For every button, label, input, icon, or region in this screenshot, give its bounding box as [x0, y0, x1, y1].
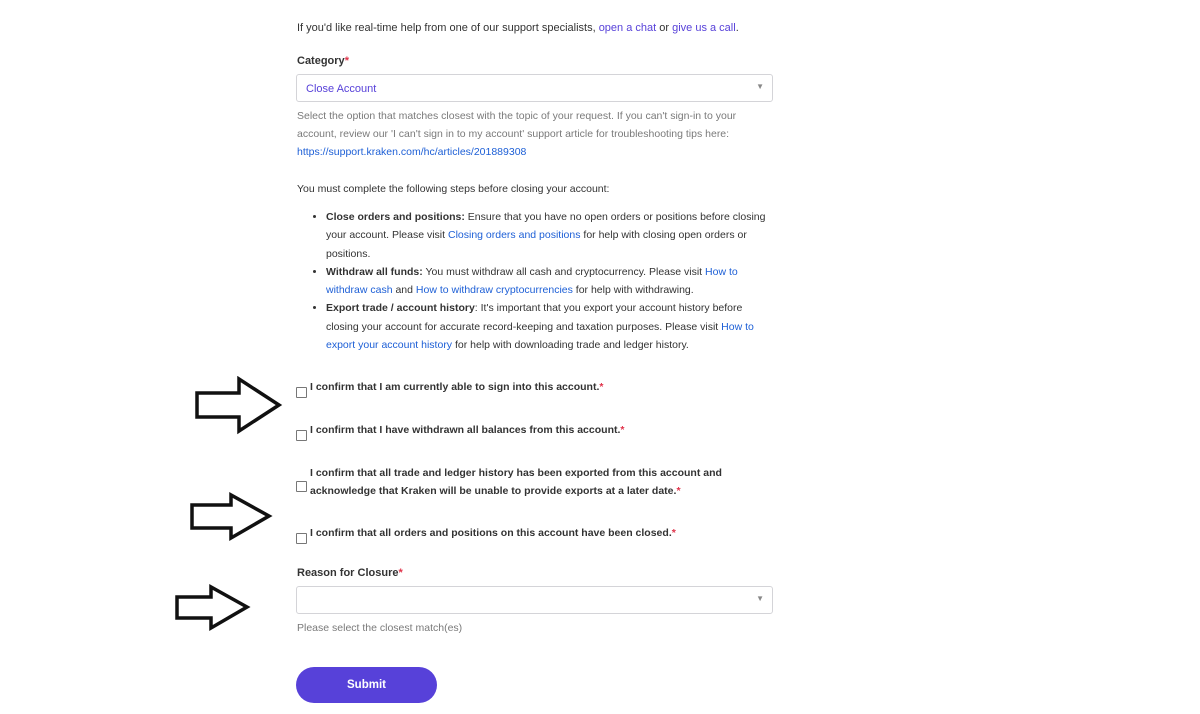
step-text: for help with closing open orders or positions. — [326, 229, 747, 260]
right-arrow-icon — [174, 584, 252, 632]
list-item — [326, 208, 777, 263]
category-hint — [297, 107, 777, 161]
step-text: You must withdraw all cash and cryptocurrency. Please visit — [422, 265, 706, 278]
step-title: Withdraw all funds: — [326, 265, 423, 278]
confirm-withdrawn-label — [310, 421, 750, 439]
confirm-sign-in-checkbox[interactable] — [296, 387, 307, 398]
list-item — [326, 299, 777, 354]
confirm-exported-checkbox[interactable] — [296, 481, 307, 492]
withdraw-cash-link[interactable]: How to withdraw cash — [326, 265, 738, 297]
category-select[interactable] — [296, 74, 773, 102]
category-label — [297, 55, 349, 67]
help-suffix: . — [735, 22, 739, 34]
steps-list — [297, 208, 777, 354]
withdraw-crypto-link[interactable]: How to withdraw cryptocurrencies — [415, 284, 573, 297]
right-arrow-icon — [194, 376, 284, 436]
reason-label-text: Reason for Closure — [297, 567, 399, 579]
required-mark: * — [344, 55, 349, 67]
reason-hint: Please select the closest match(es) — [297, 622, 463, 634]
reason-select[interactable] — [296, 586, 773, 614]
help-prefix: If you'd like real-time help from one of our support specialists, — [297, 22, 599, 34]
confirm-orders-closed-checkbox[interactable] — [296, 533, 307, 544]
step-text: for help with downloading trade and ledger history. — [452, 339, 689, 352]
confirm-text: I confirm that all trade and ledger history has been exported from this account and acknowledge that Kraken will be unable to provide exports at a later date. — [310, 467, 722, 497]
confirm-text: I confirm that I am currently able to sign into this account. — [310, 381, 600, 393]
confirm-text: I confirm that I have withdrawn all balances from this account. — [310, 424, 621, 436]
required-mark: * — [599, 381, 604, 393]
give-call-link[interactable]: give us a call — [672, 22, 736, 34]
list-item — [326, 263, 777, 300]
category-selected-value: Close Account — [306, 83, 377, 95]
category-label-text: Category — [297, 55, 345, 67]
step-title: Export trade / account history — [326, 302, 475, 315]
submit-button[interactable]: Submit — [296, 667, 437, 703]
step-text: for help with withdrawing. — [572, 284, 694, 297]
category-hint-text: Select the option that matches closest with the topic of your request. If you can't sign-in to your account, review our 'I can't sign in to my account' support article for troubleshooting tips here: — [297, 110, 737, 140]
export-history-link[interactable]: How to export your account history — [326, 320, 754, 352]
support-article-link[interactable]: https://support.kraken.com/hc/articles/201889308 — [297, 146, 527, 158]
required-mark: * — [671, 527, 676, 539]
step-title: Close orders and positions: — [326, 211, 465, 223]
required-mark: * — [398, 567, 403, 579]
right-arrow-icon — [189, 492, 275, 542]
confirm-sign-in-label — [310, 378, 750, 396]
reason-label — [297, 567, 403, 579]
step-text: : It's important that you export your account history before closing your account for accurate record-keeping and taxation purposes. Please visit — [326, 302, 743, 333]
open-chat-link[interactable]: open a chat — [598, 22, 657, 34]
confirm-orders-closed-label — [310, 524, 750, 542]
confirm-text: I confirm that all orders and positions on this account have been closed. — [310, 527, 672, 539]
required-mark: * — [676, 485, 681, 497]
chevron-down-icon: ▼ — [756, 82, 764, 91]
confirm-withdrawn-checkbox[interactable] — [296, 430, 307, 441]
required-mark: * — [620, 424, 625, 436]
closing-orders-link[interactable]: Closing orders and positions — [447, 229, 581, 242]
help-middle: or — [656, 22, 673, 34]
step-text: and — [392, 284, 416, 297]
help-text — [297, 22, 739, 34]
confirm-exported-label — [310, 464, 750, 500]
chevron-down-icon: ▼ — [756, 594, 764, 603]
step-text: Ensure that you have no open orders or positions before closing your account. Please visit — [326, 211, 766, 242]
steps-intro: You must complete the following steps before closing your account: — [297, 183, 610, 195]
